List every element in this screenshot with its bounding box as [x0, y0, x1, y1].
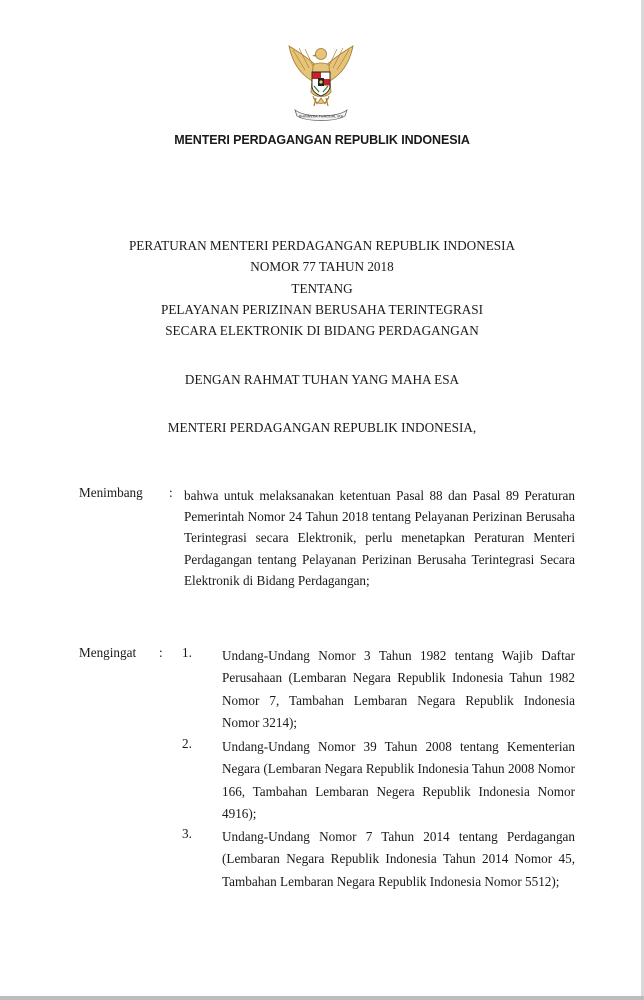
item-text: Undang-Undang Nomor 3 Tahun 1982 tentang Wajib Daftar Perusahaan (Lembaran Negara Republik Indonesia Tahun 1982 Nomor 7, Tambahan Lembaran Negara Republik Indonesia Nomor 3214);: [222, 648, 575, 731]
mengingat-colon: :: [159, 645, 163, 660]
title-line-2: NOMOR 77 TAHUN 2018: [250, 259, 394, 275]
menimbang-text: bahwa untuk melaksanakan ketentuan Pasal 88 dan Pasal 89 Peraturan Pemerintah Nomor 24 Tahun 2018 tentang Pelayanan Perizinan Berusaha Terintegrasi secara Elektronik, perlu menetapkan Peraturan Menteri Perdagangan tentang Pelayanan Perizinan Berusaha Terintegrasi Secara Elektronik di Bidang Perdagangan;: [184, 488, 575, 588]
item-number: 1.: [182, 645, 192, 660]
mengingat-item: [182, 826, 576, 916]
svg-text:BHINNEKA TUNGGAL IKA: BHINNEKA TUNGGAL IKA: [298, 114, 344, 119]
menimbang-colon: :: [169, 485, 173, 500]
title-line-3: TENTANG: [291, 280, 353, 296]
preamble-minister: MENTERI PERDAGANGAN REPUBLIK INDONESIA,: [167, 420, 477, 435]
item-number: 3.: [182, 826, 192, 841]
title-line-1: PERATURAN MENTERI PERDAGANGAN REPUBLIK INDONESIA: [128, 238, 516, 253]
item-text: Undang-Undang Nomor 39 Tahun 2008 tentang Kementerian Negara (Lembaran Negara Republik Indonesia Tahun 2008 Nomor 166, Tambahan Lembaran Negera Republik Indonesia Nomor 4916);: [222, 739, 575, 822]
mengingat-item: [182, 645, 576, 735]
title-line-5: SECARA ELEKTRONIK DI BIDANG PERDAGANGAN: [165, 323, 479, 339]
garuda-pancasila-emblem: [283, 40, 359, 124]
scan-edge-bottom: [0, 996, 644, 1000]
ministry-header: MENTERI PERDAGANGAN REPUBLIK INDONESIA: [174, 133, 470, 147]
mengingat-label: Mengingat: [79, 645, 137, 660]
mengingat-item: [182, 736, 576, 826]
regulation-title: [0, 235, 644, 341]
item-text: Undang-Undang Nomor 7 Tahun 2014 tentang Perdagangan (Lembaran Negara Republik Indonesia Tahun 2014 Nomor 45, Tambahan Lembaran Negara Republik Indonesia Nomor 5512);: [222, 829, 575, 889]
title-line-4: PELAYANAN PERIZINAN BERUSAHA TERINTEGRASI: [160, 301, 483, 317]
item-number: 2.: [182, 736, 192, 751]
preamble-mercy: DENGAN RAHMAT TUHAN YANG MAHA ESA: [184, 372, 460, 387]
menimbang-label: Menimbang: [79, 485, 143, 500]
